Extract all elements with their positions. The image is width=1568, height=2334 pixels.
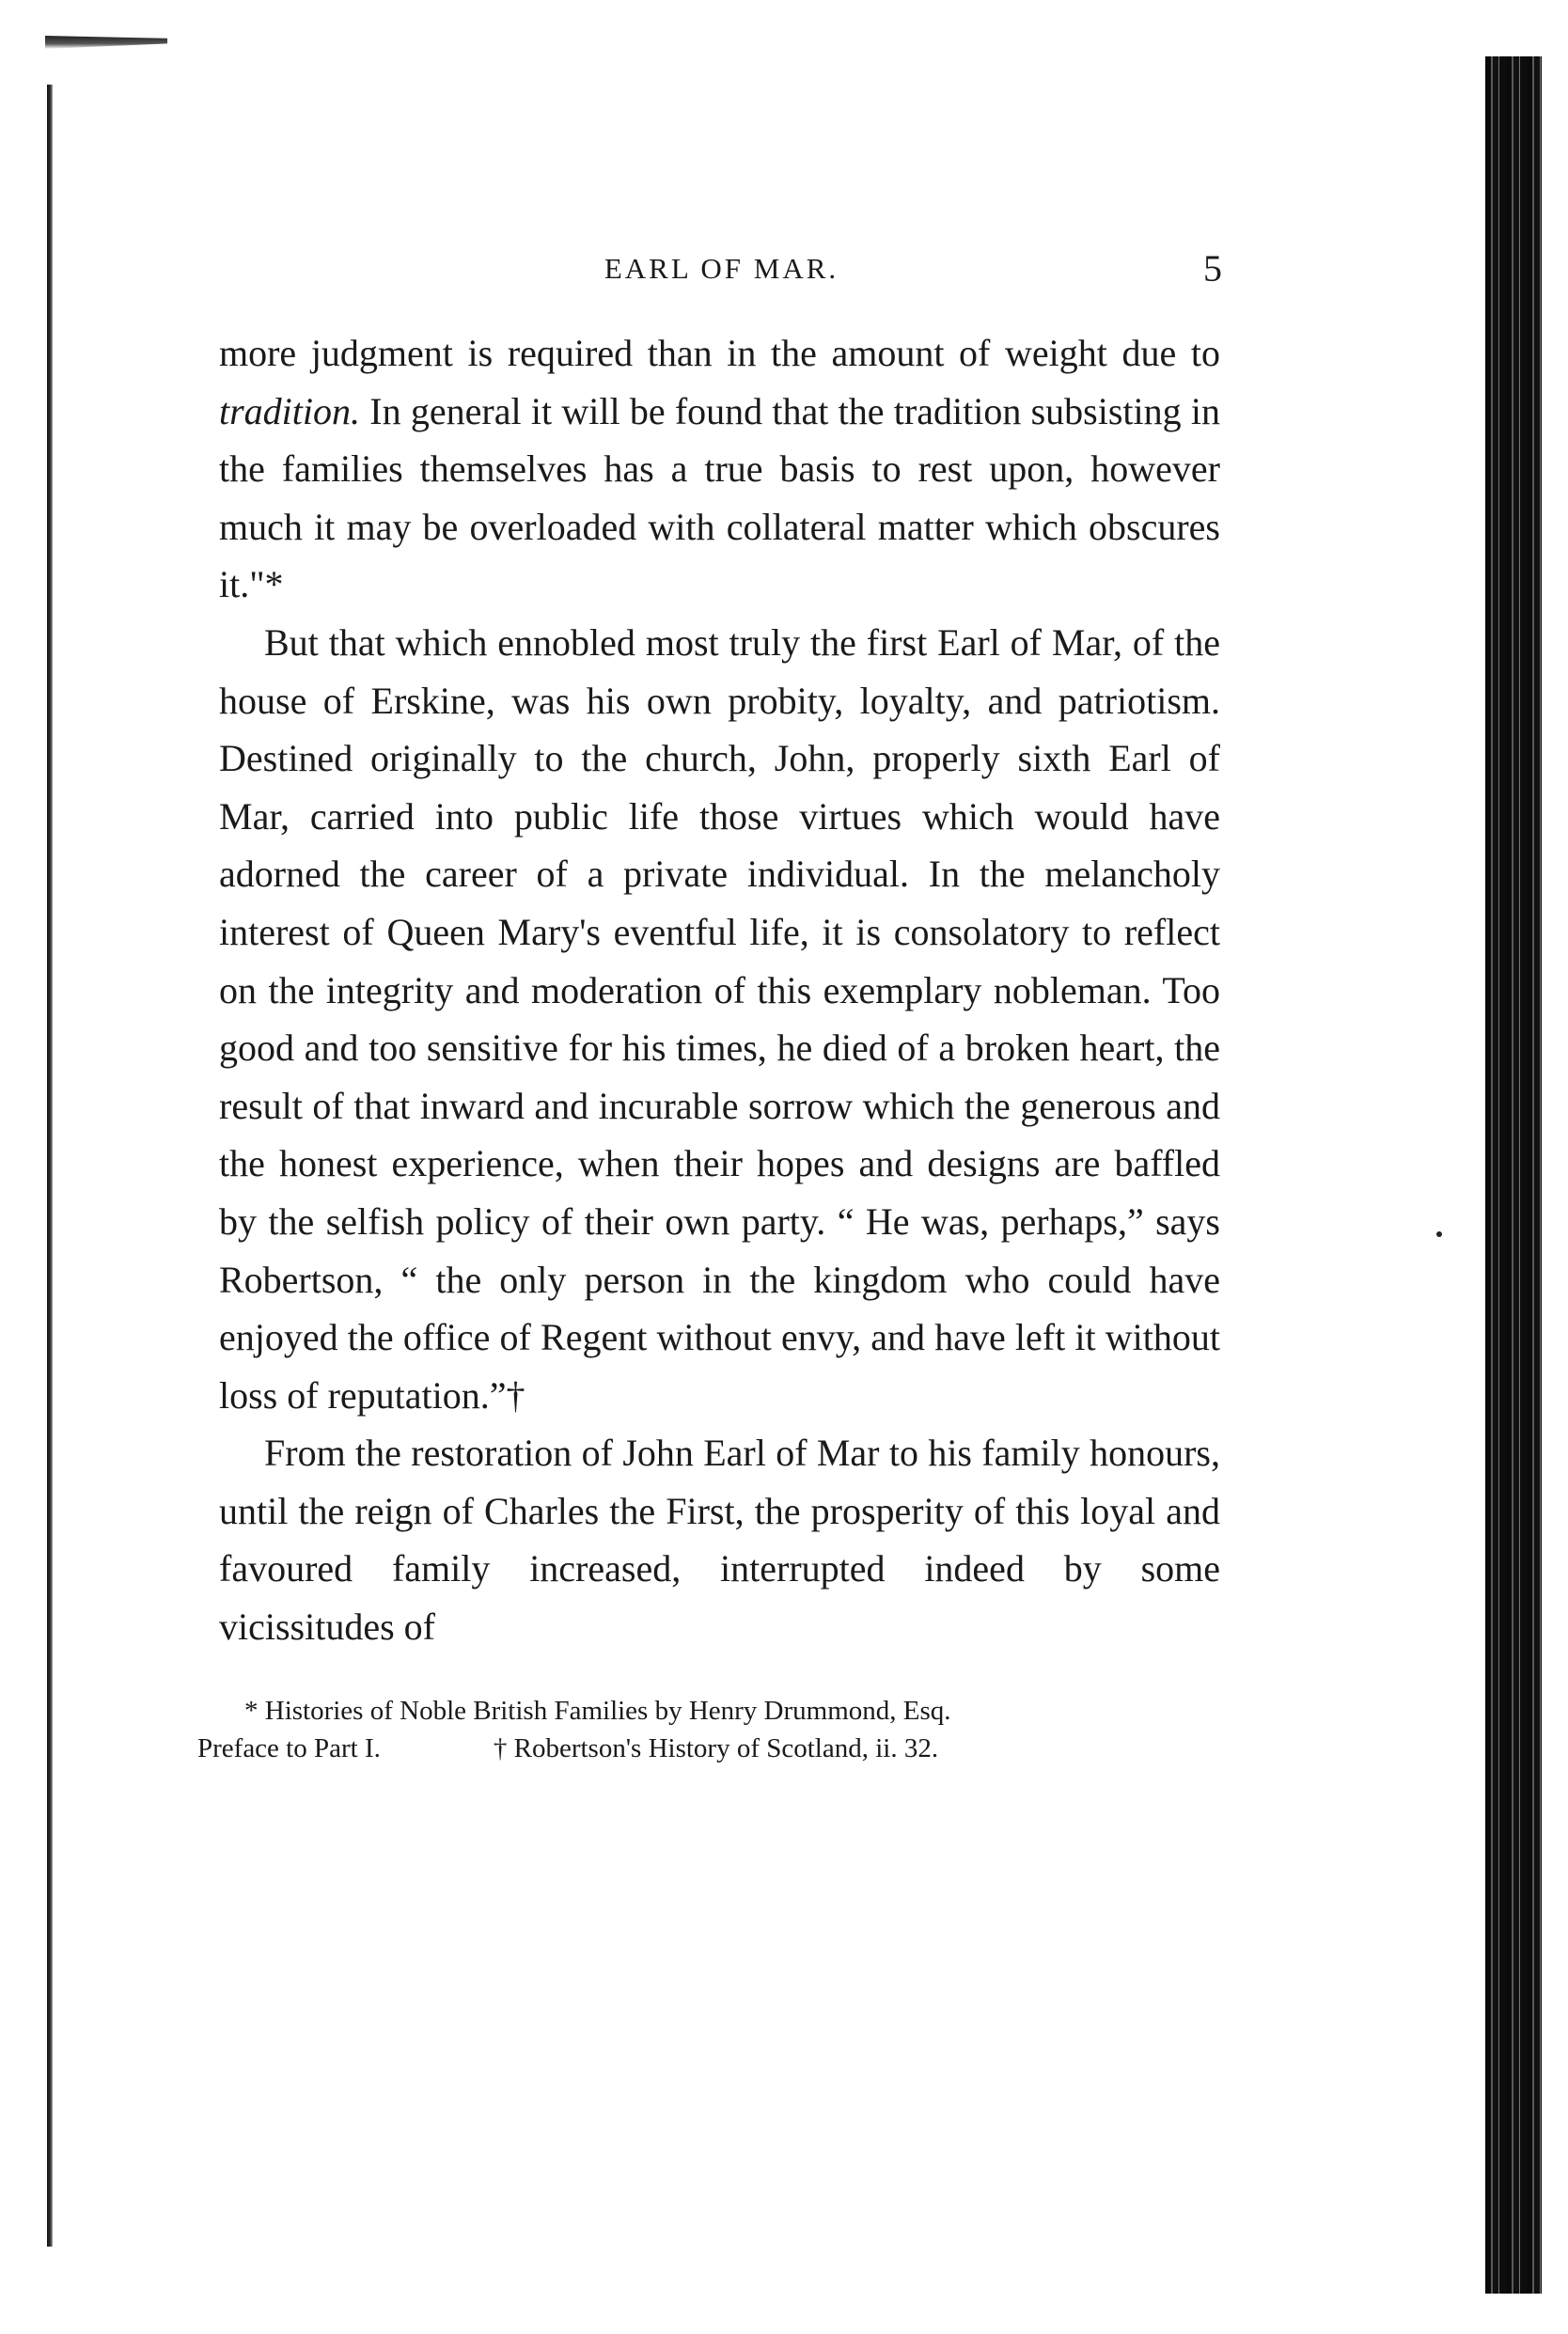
page-number: 5	[1203, 247, 1222, 290]
body-text	[219, 324, 1220, 1656]
ink-speck	[1436, 1231, 1442, 1237]
footnote-line-2	[197, 1730, 1222, 1767]
footnote-2: † Robertson's History of Scotland, ii. 32.	[493, 1733, 939, 1763]
paragraph-2: But that which ennobled most truly the first Earl of Mar, of the house of Erskine, was his own probity, loyalty, and patriotism. Destined originally to the church, John, properly sixth Earl of Mar, carried into public life those virtues which would have adorned the career of a private individual. In the melancholy interest of Queen Mary's eventful life, it is consolatory to reflect on the integrity and moderation of this exemplary nobleman. Too good and too sensitive for his times, he died of a broken heart, the result of that inward and incurable sorrow which the generous and the honest experience, when their hopes and designs are baffled by the selfish policy of their own party. “ He was, perhaps,” says Robertson, “ the only person in the kingdom who could have enjoyed the office of Regent without envy, and have left it without loss of reputation.”†	[219, 620, 1220, 1417]
running-title: EARL OF MAR.	[604, 252, 839, 285]
paragraph-1	[219, 324, 1220, 614]
paragraph-1-start: more judgment is required than in the amount of weight due to	[219, 332, 1220, 374]
footnote-1-line-1: * Histories of Noble British Families by Henry Drummond, Esq.	[244, 1696, 951, 1726]
footnote-1-line-2: Preface to Part I.	[197, 1733, 381, 1763]
running-head	[221, 247, 1222, 297]
paragraph-3: From the restoration of John Earl of Mar to his family honours, until the reign of Charles the First, the prosperity of this loyal and favoured family increased, interrupted indeed by some vicissitudes of	[219, 1432, 1220, 1649]
binding-edge-top	[45, 36, 167, 49]
binding-edge-left	[47, 85, 53, 2247]
footnotes	[197, 1692, 1222, 1767]
binding-edge-right	[1485, 56, 1542, 2294]
emphasis-tradition: tradition.	[219, 389, 361, 432]
paragraph-1-end: In general it will be found that the tradition subsisting in the families themselves has a true basis to rest upon, however much it may be overloaded with collateral matter which obscures it."*	[219, 389, 1220, 606]
